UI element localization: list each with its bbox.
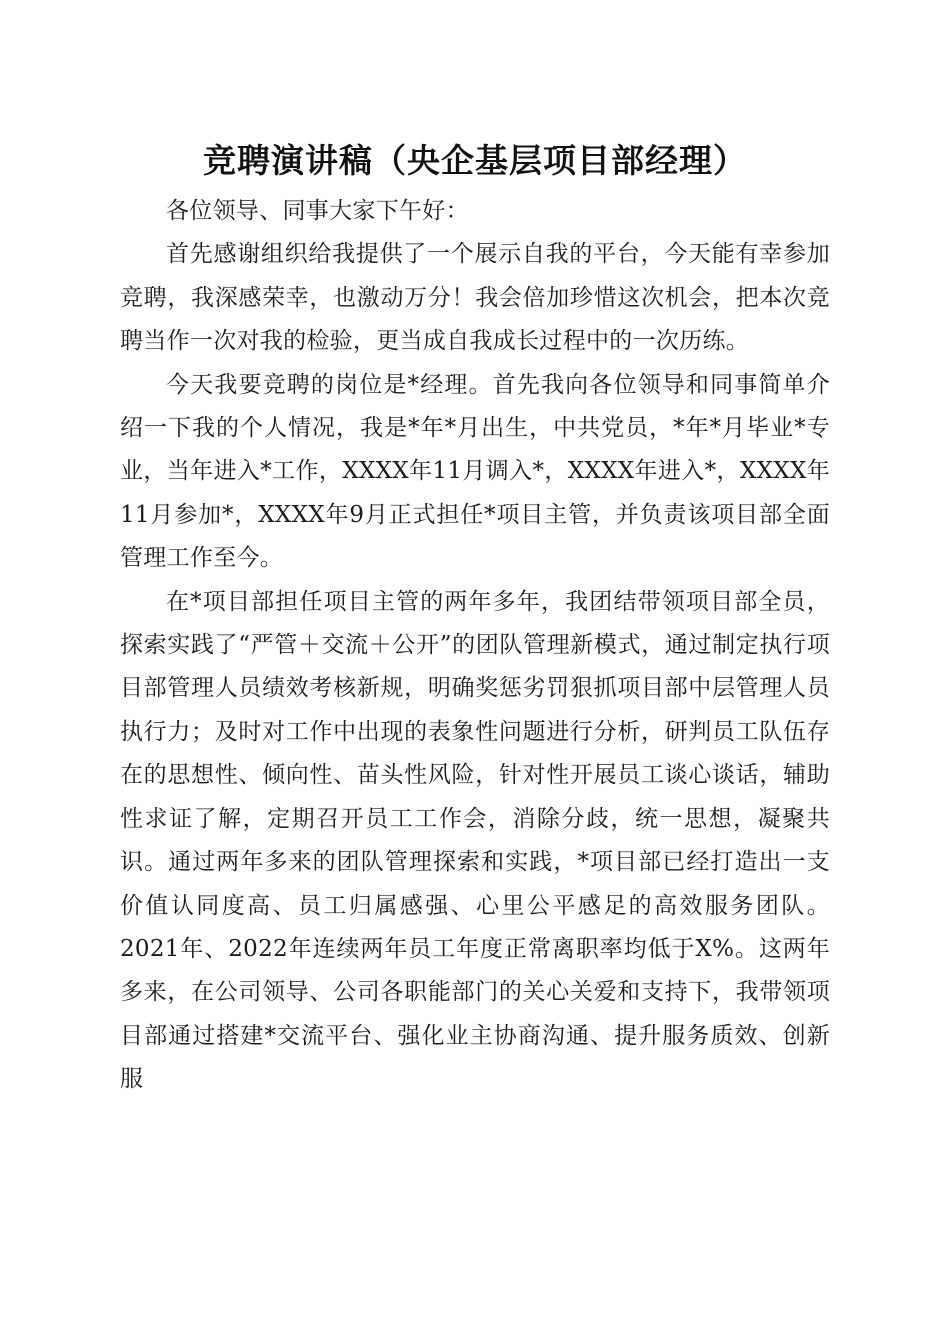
document-body xyxy=(120,190,830,1102)
paragraph-achievements: 在*项目部担任项目主管的两年多年，我团结带领项目部全员，探索实践了“严管＋交流＋公开”的团队管理新模式，通过制定执行项目部管理人员绩效考核新规，明确奖惩劣罚狠抓项目部中层管理人员执行力；及时对工作中出现的表象性问题进行分析，研判员工队伍存在的思想性、倾向性、苗头性风险，针对性开展员工谈心谈话，辅助性求证了解，定期召开员工工作会，消除分歧，统一思想，凝聚共识。通过两年多来的团队管理探索和实践，*项目部已经打造出一支价值认同度高、员工归属感强、心里公平感足的高效服务团队。2021年、2022年连续两年员工年度正常离职率均低于X%。这两年多来，在公司领导、公司各职能部门的关心关爱和支持下，我带领项目部通过搭建*交流平台、强化业主协商沟通、提升服务质效、创新服 xyxy=(120,588,830,1093)
paragraph-greeting: 各位领导、同事大家下午好： xyxy=(166,198,469,224)
paragraph-introduction: 今天我要竞聘的岗位是*经理。首先我向各位领导和同事简单介绍一下我的个人情况，我是*年*月出生，中共党员，*年*月毕业*专业，当年进入*工作，XXXX年11月调入*，XXXX年进入*，XXXX年11月参加*，XXXX年9月正式担任*项目主管，并负责该项目部全面管理工作至今。 xyxy=(120,371,830,572)
document-title: 竞聘演讲稿（央企基层项目部经理） xyxy=(203,141,747,180)
paragraph-thanks: 首先感谢组织给我提供了一个展示自我的平台，今天能有幸参加竞聘，我深感荣幸，也激动万分！我会倍加珍惜这次机会，把本次竞聘当作一次对我的检验，更当成自我成长过程中的一次历练。 xyxy=(120,241,830,355)
